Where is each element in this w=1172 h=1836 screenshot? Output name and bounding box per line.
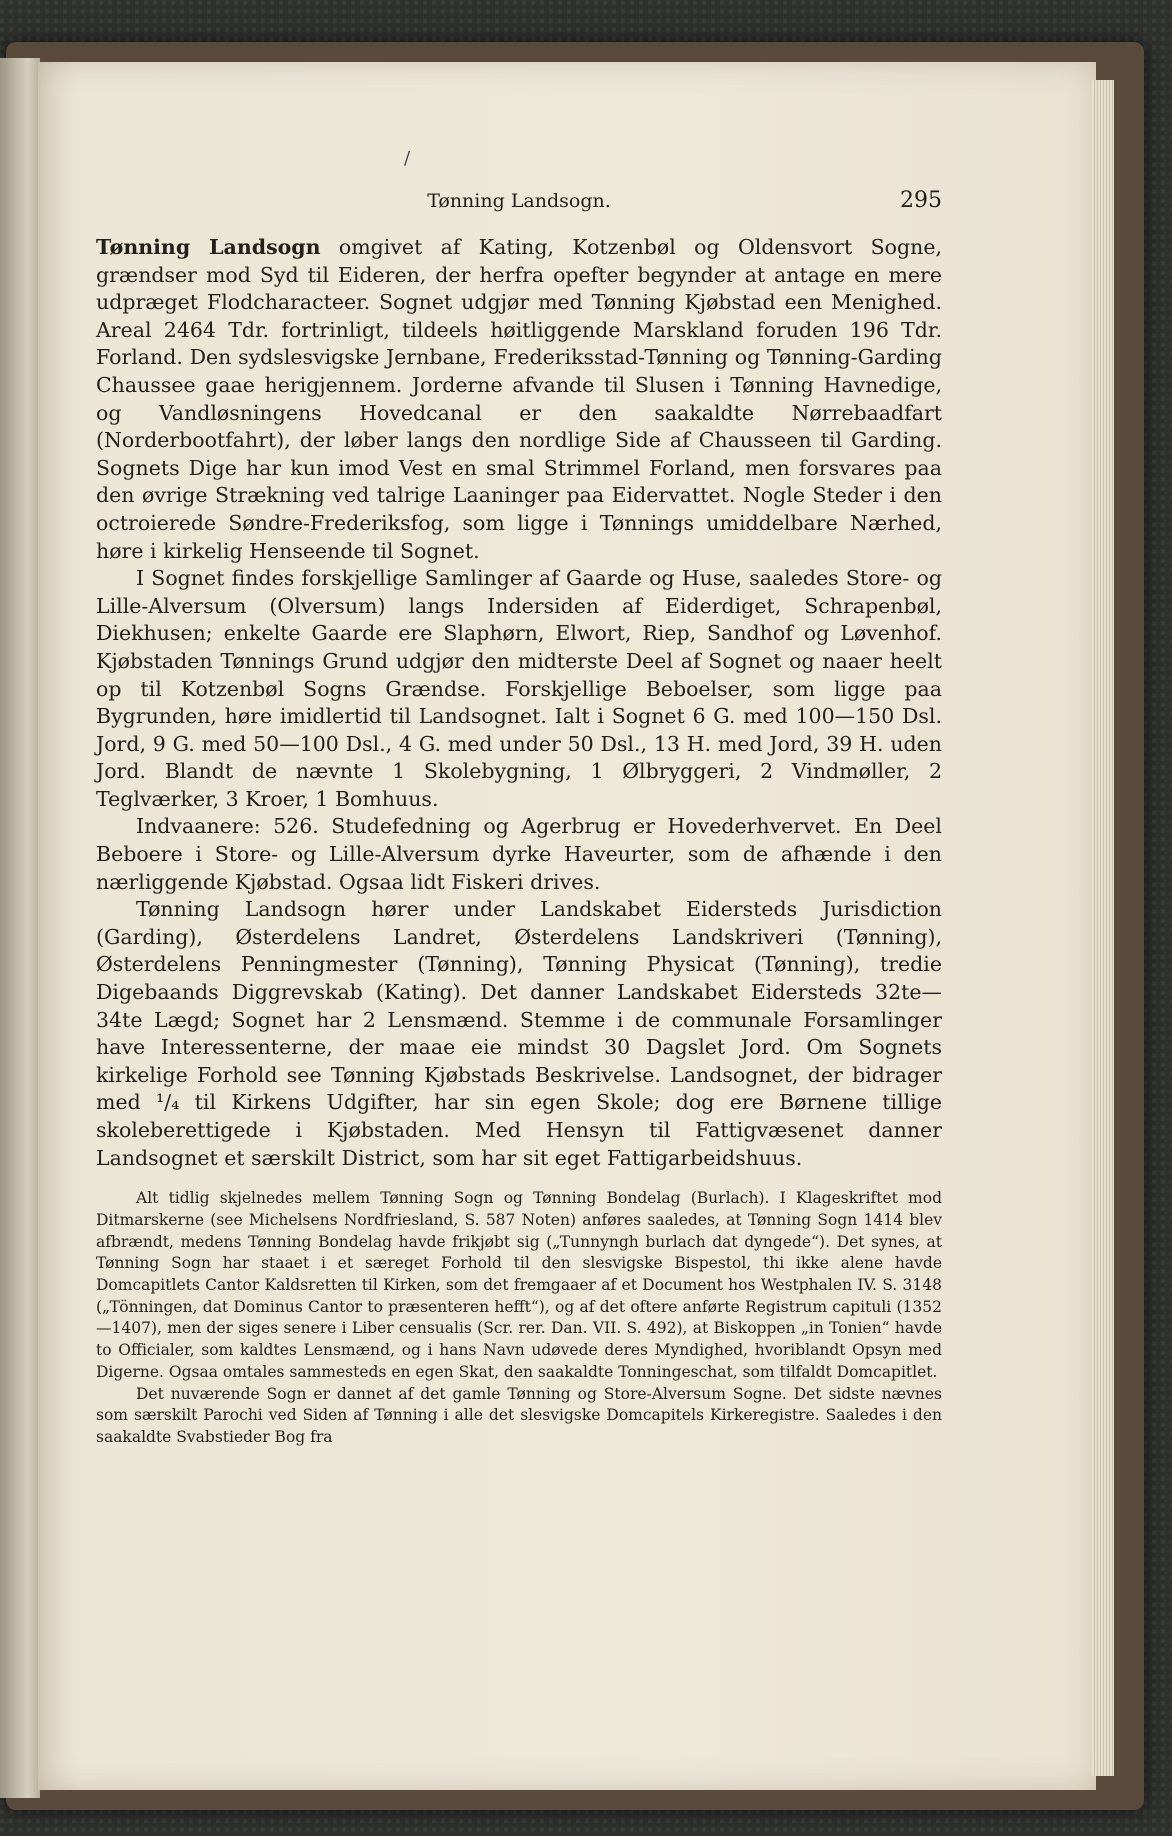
page-text bbox=[96, 188, 942, 1449]
footnotes bbox=[96, 1188, 942, 1448]
paragraph-2: I Sognet findes forskjellige Samlinger af Gaarde og Huse, saaledes Store- og Lille-Alversum (Olversum) langs Indersiden af Eiderdiget, Schrapenbøl, Diekhusen; enkelte Gaarde ere Slaphørn, Elwort, Riep, Sandhof og Løvenhof. Kjøbstaden Tønnings Grund udgjør den midterste Deel af Sognet og naaer heelt op til Kotzenbøl Sogns Grændse. Forskjellige Beboelser, som ligge paa Bygrunden, høre imidlertid til Landsognet. Ialt i Sognet 6 G. med 100—150 Dsl. Jord, 9 G. med 50—100 Dsl., 4 G. med under 50 Dsl., 13 H. med Jord, 39 H. uden Jord. Blandt de nævnte 1 Skolebygning, 1 Ølbryggeri, 2 Vindmøller, 2 Teglværker, 3 Kroer, 1 Bomhuus. bbox=[96, 566, 942, 811]
paragraph-1 bbox=[96, 234, 942, 565]
page-number: 295 bbox=[900, 188, 942, 213]
main-text bbox=[96, 234, 942, 1172]
paragraph-4: Tønning Landsogn hører under Landskabet Eidersteds Jurisdiction (Garding), Østerdelens Landret, Østerdelens Landskriveri (Tønning), Østerdelens Penningmester (Tønning), Tønning Physicat (Tønning), tredie Digebaands Diggrevskab (Kating). Det danner Landskabet Eidersteds 32te—34te Lægd; Sognet har 2 Lensmænd. Stemme i de communale Forsamlinger have Interessenterne, der maae eie mindst 30 Dagslet Jord. Om Sognets kirkelige Forhold see Tønning Kjøbstads Beskrivelse. Landsognet, der bidrager med ¹/₄ til Kirkens Udgifter, har sin egen Skole; dog ere Børnene tillige skoleberettigede i Kjøbstaden. Med Hensyn til Fattigvæsenet danner Landsognet et særskilt District, som har sit eget Fattigarbeidshuus. bbox=[96, 897, 942, 1170]
entry-term: Tønning Landsogn bbox=[96, 235, 321, 259]
pencil-mark: / bbox=[404, 148, 411, 169]
footnote-1: Alt tidlig skjelnedes mellem Tønning Sogn og Tønning Bondelag (Burlach). I Klageskriftet mod Ditmarskerne (see Michelsens Nordfriesland, S. 587 Noten) anføres saaledes, at Tønning Sogn 1414 blev afbrændt, medens Tønning Bondelag havde frikjøbt sig („Tunnyngh burlach dat dyngede“). Det synes, at Tønning Sogn har staaet i et særeget Forhold til den slesvigske Bispestol, thi ikke alene havde Domcapitlets Cantor Kaldsretten til Kirken, som det fremgaaer af et Document hos Westphalen IV. S. 3148 („Tönningen, dat Dominus Cantor to præsenteren hefft“), og af det oftere anførte Registrum capituli (1352—1407), men der siges senere i Liber censualis (Scr. rer. Dan. VII. S. 492), at Biskoppen „in Tonien“ havde to Officialer, som kaldtes Lensmænd, og i hans Navn udøvede deres Myndighed, hvoriblandt Opsyn med Digerne. Ogsaa omtales sammesteds en egen Skat, den saakaldte Tonningeschat, som tilfaldt Domcapitlet. bbox=[96, 1189, 942, 1381]
facing-page-edge bbox=[0, 58, 40, 1798]
paragraph-1-text: omgivet af Kating, Kotzenbøl og Oldensvort Sogne, grændser mod Syd til Eideren, der herfra opefter begynder at antage en mere udpræget Flodcharacteer. Sognet udgjør med Tønning Kjøbstad een Menighed. Areal 2464 Tdr. fortrinligt, tildeels høitliggende Marskland foruden 196 Tdr. Forland. Den sydslesvigske Jernbane, Frederiksstad-Tønning og Tønning-Garding Chausseе gaae herigjennem. Jorderne afvande til Slusen i Tønning Havnedige, og Vandløsningens Hovedcanal er den saakaldte Nørrebaadfart (Norderbootfahrt), der løber langs den nordlige Side af Chausseen til Garding. Sognets Dige har kun imod Vest en smal Strimmel Forland, men forsvares paa den øvrige Strækning ved talrige Laaninger paa Eidervattet. Nogle Steder i den octroierede Søndre-Frederiksfog, som ligge i Tønnings umiddelbare Nærhed, høre i kirkelig Henseende til Sognet. bbox=[96, 235, 942, 563]
running-title: Tønning Landsogn. bbox=[427, 190, 611, 212]
paragraph-3: Indvaanere: 526. Studefedning og Agerbrug er Hovederhvervet. En Deel Beboere i Store- og Lille-Alversum dyrke Haveurter, som de afhænde i den nærliggende Kjøbstad. Ogsaa lidt Fiskeri drives. bbox=[96, 814, 942, 894]
page-stack-edges bbox=[1092, 80, 1114, 1776]
running-header bbox=[96, 188, 942, 228]
footnote-2: Det nuværende Sogn er dannet af det gamle Tønning og Store-Alversum Sogne. Det sidste nævnes som særskilt Parochi ved Siden af Tønning i alle det slesvigske Domcapitels Kirkeregistre. Saaledes i den saakaldte Svabstieder Bog fra bbox=[96, 1384, 942, 1446]
